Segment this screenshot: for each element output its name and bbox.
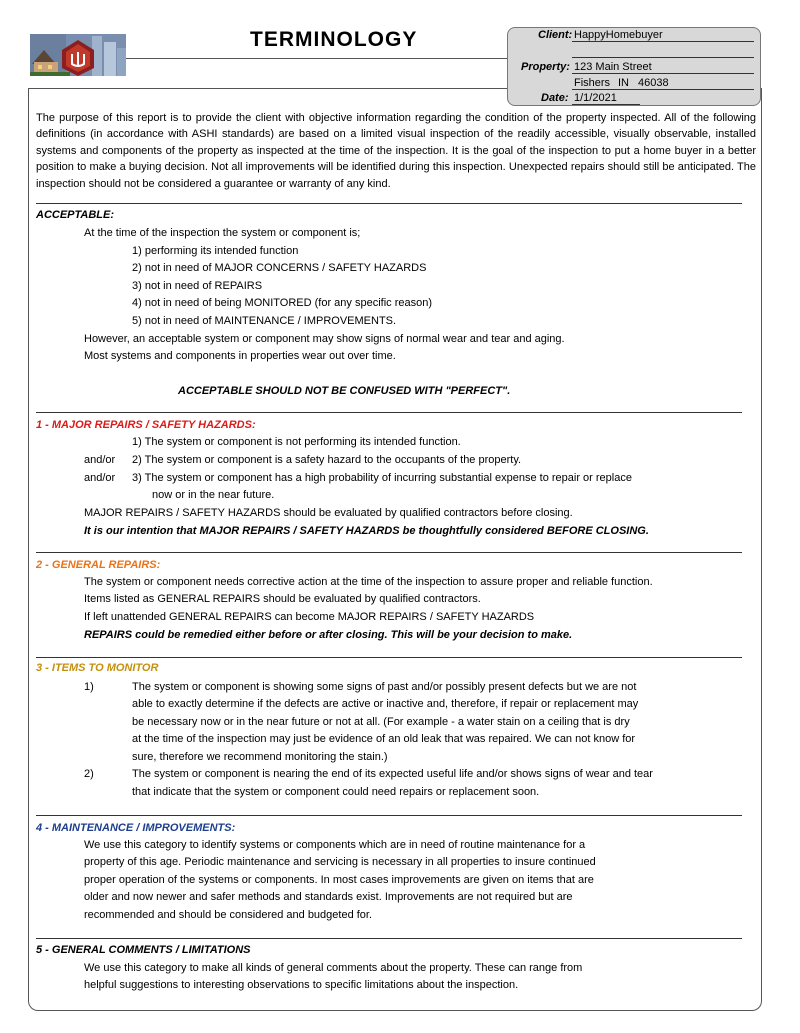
acceptable-item-5: 5) not in need of MAINTENANCE / IMPROVEMENTS. [132, 315, 397, 327]
major-item-1: 1) The system or component is not performing its intended function. [132, 436, 461, 448]
andor-label: and/or [84, 472, 116, 484]
acceptable-item-2: 2) not in need of MAJOR CONCERNS / SAFETY HAZARDS [132, 262, 427, 274]
property-label: Property: [521, 61, 570, 73]
major-note: MAJOR REPAIRS / SAFETY HAZARDS should be evaluated by qualified contractors before closing. [84, 507, 573, 519]
general-emphasis: REPAIRS could be remedied either before or after closing. This will be your decision to make. [84, 629, 573, 641]
acceptable-heading: ACCEPTABLE: [36, 209, 115, 221]
monitor-heading: 3 - ITEMS TO MONITOR [36, 662, 159, 674]
section-divider [36, 657, 742, 658]
property-city: Fishers [574, 77, 611, 89]
property-street: 123 Main Street [574, 61, 652, 73]
header-rule [126, 58, 508, 59]
date-value: 1/1/2021 [574, 92, 617, 104]
property-state: IN [618, 77, 629, 89]
header-bottom-rule [28, 88, 507, 89]
monitor-item-1-line: able to exactly determine if the defects are active or inactive and, therefore, if repair or replacement may [132, 698, 639, 710]
maintenance-line: recommended and should be considered and budgeted for. [84, 909, 373, 921]
monitor-item-2-line: The system or component is nearing the end of its expected useful life and/or shows signs of wear and tear [132, 768, 653, 780]
general-heading: 2 - GENERAL REPAIRS: [36, 559, 161, 571]
major-item-3: 3) The system or component has a high probability of incurring substantial expense to repair or replace [132, 472, 632, 484]
acceptable-item-4: 4) not in need of being MONITORED (for any specific reason) [132, 297, 432, 309]
monitor-item-1-line: sure, therefore we recommend monitoring the stain.) [132, 751, 388, 763]
acceptable-note-2: Most systems and components in properties wear out over time. [84, 350, 396, 362]
comments-line: helpful suggestions to interesting observations to specific limitations about the inspection. [84, 979, 519, 991]
acceptable-lead: At the time of the inspection the system or component is; [84, 227, 361, 239]
section-divider [36, 815, 742, 816]
acceptable-emphasis: ACCEPTABLE SHOULD NOT BE CONFUSED WITH "PERFECT". [178, 385, 511, 397]
general-line-1: The system or component needs corrective action at the time of the inspection to assure proper and reliable function. [84, 576, 653, 588]
property-zip: 46038 [638, 77, 669, 89]
acceptable-note-1: However, an acceptable system or component may show signs of normal wear and tear and aging. [84, 333, 565, 345]
major-heading: 1 - MAJOR REPAIRS / SAFETY HAZARDS: [36, 419, 256, 431]
comments-heading: 5 - GENERAL COMMENTS / LIMITATIONS [36, 944, 251, 956]
maintenance-heading: 4 - MAINTENANCE / IMPROVEMENTS: [36, 822, 236, 834]
andor-label: and/or [84, 454, 116, 466]
monitor-item-1-line: at the time of the inspection may just be evidence of an old leak that was repaired. We can not know for [132, 733, 636, 745]
section-divider [36, 412, 742, 413]
maintenance-line: older and now newer and safer methods and standards exist. Improvements are not required but are [84, 891, 573, 903]
section-divider [36, 203, 742, 204]
maintenance-line: We use this category to identify systems or components which are in need of routine maintenance for a [84, 839, 586, 851]
maintenance-line: property of this age. Periodic maintenance and servicing is necessary in all properties to insure continued [84, 856, 596, 868]
maintenance-line: proper operation of the systems or components. In most cases improvements are given on items that are [84, 874, 594, 886]
comments-line: We use this category to make all kinds of general comments about the property. These can range from [84, 962, 583, 974]
client-label: Client: [538, 29, 573, 41]
monitor-item-2-line: that indicate that the system or component could need repairs or replacement soon. [132, 786, 540, 798]
major-emphasis: It is our intention that MAJOR REPAIRS / SAFETY HAZARDS be thoughtfully considered BEFORE CLOSING. [84, 525, 649, 537]
general-line-3: If left unattended GENERAL REPAIRS can become MAJOR REPAIRS / SAFETY HAZARDS [84, 611, 535, 623]
monitor-item-1-line: be necessary now or in the near future or not at all. (For example - a water stain on a ceiling that is dry [132, 716, 630, 728]
acceptable-item-1: 1) performing its intended function [132, 245, 299, 257]
monitor-item-1-line: The system or component is showing some signs of past and/or possibly present defects but we are not [132, 681, 637, 693]
page-title: TERMINOLOGY [250, 28, 418, 51]
monitor-num-1: 1) [84, 681, 94, 693]
major-item-3-cont: now or in the near future. [152, 489, 275, 501]
section-divider [36, 552, 742, 553]
company-logo [30, 34, 126, 76]
date-label: Date: [541, 92, 569, 104]
client-value: HappyHomebuyer [574, 29, 663, 41]
major-item-2: 2) The system or component is a safety hazard to the occupants of the property. [132, 454, 522, 466]
intro-paragraph: The purpose of this report is to provide the client with objective information regarding the condition of the property inspected. All of the following definitions (in accordance with ASHI standards) are based on a limited visual inspection of the readily accessible, visually observable, installed systems and components of the property as inspected at the time of the inspection. It is the goal of the inspection to put a home buyer in a better position to make a buying decision. Not all improvements will be identified during this inspection. Unexpected repairs should still be anticipated. The inspection should not be considered a guarantee or warranty of any kind. [36, 112, 756, 190]
acceptable-item-3: 3) not in need of REPAIRS [132, 280, 263, 292]
section-divider [36, 938, 742, 939]
monitor-num-2: 2) [84, 768, 94, 780]
general-line-2: Items listed as GENERAL REPAIRS should be evaluated by qualified contractors. [84, 593, 481, 605]
